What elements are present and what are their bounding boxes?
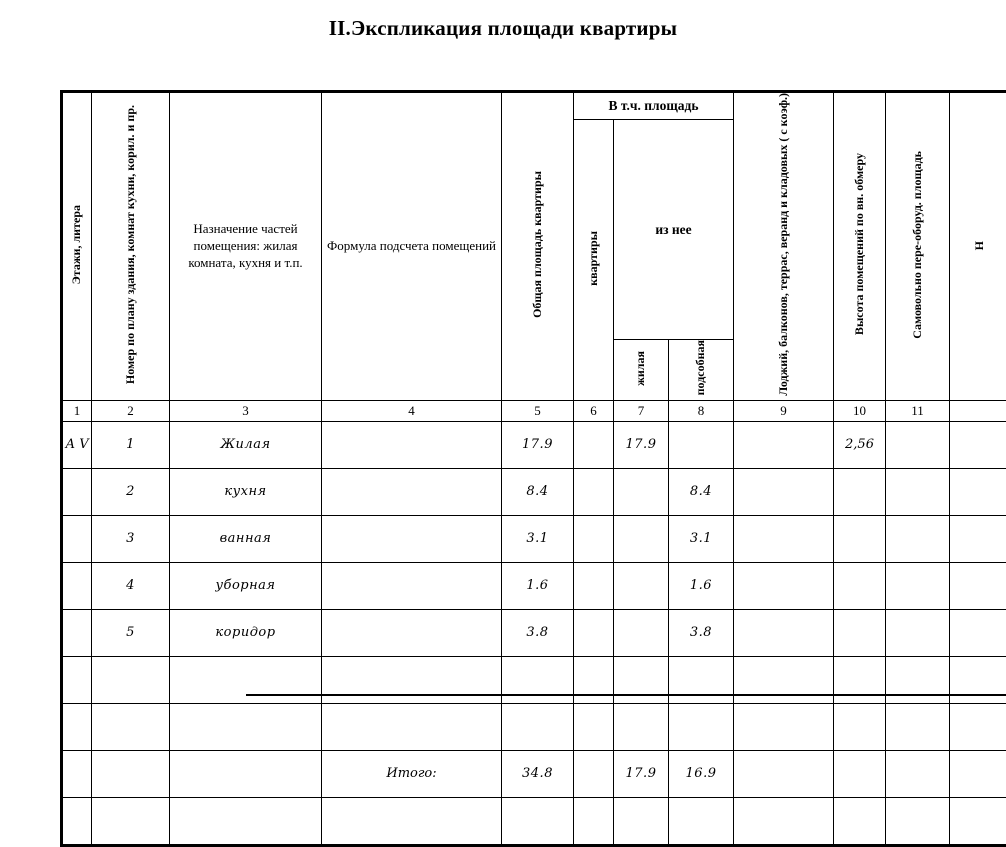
cell-apartment-area — [574, 656, 614, 703]
table-row — [62, 562, 1006, 609]
colnum-7: 7 — [614, 400, 669, 421]
colnum-11: 11 — [886, 400, 950, 421]
header-unauthorized-label: Самовольно пере-оборуд. площадь — [911, 151, 925, 339]
header-purpose — [170, 92, 322, 401]
cell-unauthorized — [886, 750, 950, 797]
cell-unauthorized — [886, 421, 950, 468]
cell-balcony-area — [734, 515, 834, 562]
cell-formula — [322, 468, 502, 515]
cell-unauthorized — [886, 562, 950, 609]
cell-height — [834, 750, 886, 797]
cell-purpose: Жилая — [170, 421, 322, 468]
cell-purpose — [170, 703, 322, 750]
colnum-3: 3 — [170, 400, 322, 421]
header-utility — [669, 340, 734, 400]
table-row — [62, 609, 1006, 656]
header-floor-label: Этажи, литера — [70, 205, 84, 284]
cell-number: 1 — [92, 421, 170, 468]
cell-utility-area: 1.6 — [669, 562, 734, 609]
cell-total-area: 1.6 — [502, 562, 574, 609]
cell-purpose: уборная — [170, 562, 322, 609]
cell-total-area: 8.4 — [502, 468, 574, 515]
cell-total-area: 17.9 — [502, 421, 574, 468]
cell-apartment-area — [574, 562, 614, 609]
header-living-label: жилая — [634, 351, 648, 386]
header-utility-label: подсобная — [694, 340, 708, 395]
cell-balcony-area — [734, 750, 834, 797]
cell-extra — [950, 515, 1006, 562]
cell-total-area: 3.1 — [502, 515, 574, 562]
cell-apartment-area — [574, 750, 614, 797]
cell-purpose: ванная — [170, 515, 322, 562]
header-group-included-label: В т.ч. площадь — [609, 98, 699, 113]
header-purpose-label: Назначение частей помещения: жилая комната, кухня и т.п. — [188, 221, 302, 270]
cell-floor — [62, 703, 92, 750]
cell-extra — [950, 750, 1006, 797]
table-row — [62, 515, 1006, 562]
cell-height — [834, 609, 886, 656]
cell-balcony-area — [734, 421, 834, 468]
cell-number — [92, 656, 170, 703]
header-floor — [62, 92, 92, 401]
cell-height — [834, 656, 886, 703]
cell-balcony-area — [734, 468, 834, 515]
cell-total-area: 34.8 — [502, 750, 574, 797]
cell-extra — [950, 797, 1006, 845]
table-head — [62, 92, 1006, 422]
cell-purpose: коридор — [170, 609, 322, 656]
header-extra — [950, 92, 1006, 401]
cell-extra — [950, 609, 1006, 656]
cell-apartment-area — [574, 421, 614, 468]
cell-total-area — [502, 703, 574, 750]
cell-apartment-area — [574, 609, 614, 656]
cell-number — [92, 797, 170, 845]
column-number-row — [62, 400, 1006, 421]
cell-total-area: 3.8 — [502, 609, 574, 656]
cell-formula — [322, 421, 502, 468]
header-row-1 — [62, 92, 1006, 120]
cell-floor — [62, 750, 92, 797]
cell-balcony-area — [734, 609, 834, 656]
cell-utility-area: 16.9 — [669, 750, 734, 797]
cell-utility-area — [669, 797, 734, 845]
cell-formula — [322, 515, 502, 562]
cell-floor — [62, 609, 92, 656]
header-group-sub — [614, 120, 734, 340]
cell-apartment-area — [574, 515, 614, 562]
cell-living-area — [614, 609, 669, 656]
colnum-8: 8 — [669, 400, 734, 421]
cell-formula — [322, 656, 502, 703]
cell-height — [834, 797, 886, 845]
cell-utility-area: 3.1 — [669, 515, 734, 562]
header-apartment-label: квартиры — [587, 231, 601, 286]
header-group-sub-label: из нее — [655, 222, 691, 237]
cell-utility-area — [669, 656, 734, 703]
cell-living-area: 17.9 — [614, 421, 669, 468]
cell-unauthorized — [886, 656, 950, 703]
header-height — [834, 92, 886, 401]
cell-extra — [950, 421, 1006, 468]
cell-extra — [950, 468, 1006, 515]
cell-total-label: Итого: — [322, 750, 502, 797]
header-plan-number-label: Номер по плану здания, комнат кухни, корил. и пр. — [124, 105, 138, 384]
header-height-label: Высота помещений по вн. обмеру — [853, 153, 867, 335]
cell-formula — [322, 562, 502, 609]
colnum-9: 9 — [734, 400, 834, 421]
cell-unauthorized — [886, 609, 950, 656]
cell-extra — [950, 562, 1006, 609]
cell-floor — [62, 656, 92, 703]
cell-living-area — [614, 515, 669, 562]
colnum-6: 6 — [574, 400, 614, 421]
cell-living-area — [614, 656, 669, 703]
cell-living-area — [614, 703, 669, 750]
cell-floor — [62, 562, 92, 609]
cell-purpose — [170, 656, 322, 703]
colnum-4: 4 — [322, 400, 502, 421]
cell-extra — [950, 656, 1006, 703]
cell-number: 5 — [92, 609, 170, 656]
cell-purpose — [170, 750, 322, 797]
cell-balcony-area — [734, 703, 834, 750]
cell-floor — [62, 797, 92, 845]
header-unauthorized — [886, 92, 950, 401]
cell-utility-area: 3.8 — [669, 609, 734, 656]
colnum-12 — [950, 400, 1006, 421]
cell-extra — [950, 703, 1006, 750]
cell-purpose: кухня — [170, 468, 322, 515]
cell-apartment-area — [574, 468, 614, 515]
cell-formula — [322, 609, 502, 656]
header-group-included — [574, 92, 734, 120]
table-row — [62, 468, 1006, 515]
cell-formula — [322, 797, 502, 845]
cell-unauthorized — [886, 468, 950, 515]
page-title: II.Экспликация площади квартиры — [0, 16, 1006, 41]
cell-height — [834, 515, 886, 562]
header-extra-label: Н — [973, 241, 987, 250]
cell-apartment-area — [574, 797, 614, 845]
explication-table — [60, 90, 1006, 847]
cell-height — [834, 703, 886, 750]
colnum-1: 1 — [62, 400, 92, 421]
table-body — [62, 421, 1006, 845]
header-formula-label: Формула подсчета помещений — [327, 238, 496, 253]
table-row — [62, 656, 1006, 703]
colnum-5: 5 — [502, 400, 574, 421]
header-formula — [322, 92, 502, 401]
table-row — [62, 421, 1006, 468]
header-balcony — [734, 92, 834, 401]
cell-floor — [62, 468, 92, 515]
cell-apartment-area — [574, 703, 614, 750]
cell-height — [834, 468, 886, 515]
cell-height — [834, 562, 886, 609]
header-plan-number — [92, 92, 170, 401]
cell-number: 3 — [92, 515, 170, 562]
colnum-2: 2 — [92, 400, 170, 421]
cell-height: 2,56 — [834, 421, 886, 468]
header-total-area — [502, 92, 574, 401]
header-living — [614, 340, 669, 400]
cell-number — [92, 750, 170, 797]
table-row — [62, 703, 1006, 750]
cell-number: 2 — [92, 468, 170, 515]
cell-floor: А V — [62, 421, 92, 468]
cell-living-area — [614, 562, 669, 609]
cell-purpose — [170, 797, 322, 845]
cell-balcony-area — [734, 797, 834, 845]
totals-row — [62, 750, 1006, 797]
cell-floor — [62, 515, 92, 562]
cell-number — [92, 703, 170, 750]
cell-balcony-area — [734, 656, 834, 703]
cell-unauthorized — [886, 515, 950, 562]
cell-total-area — [502, 656, 574, 703]
header-balcony-label: Лоджий, балконов, террас, веранд и кладовых ( с коэф.) — [777, 93, 791, 396]
cell-unauthorized — [886, 703, 950, 750]
cell-total-area — [502, 797, 574, 845]
cell-utility-area — [669, 421, 734, 468]
cell-utility-area — [669, 703, 734, 750]
table-row — [62, 797, 1006, 845]
header-apartment — [574, 120, 614, 401]
cell-living-area — [614, 468, 669, 515]
cell-living-area — [614, 797, 669, 845]
colnum-10: 10 — [834, 400, 886, 421]
strikethrough-line — [246, 694, 1006, 696]
cell-living-area: 17.9 — [614, 750, 669, 797]
cell-balcony-area — [734, 562, 834, 609]
cell-unauthorized — [886, 797, 950, 845]
cell-number: 4 — [92, 562, 170, 609]
cell-utility-area: 8.4 — [669, 468, 734, 515]
explication-table-wrapper — [60, 90, 1006, 720]
cell-formula — [322, 703, 502, 750]
header-total-area-label: Общая площадь квартиры — [531, 171, 545, 318]
